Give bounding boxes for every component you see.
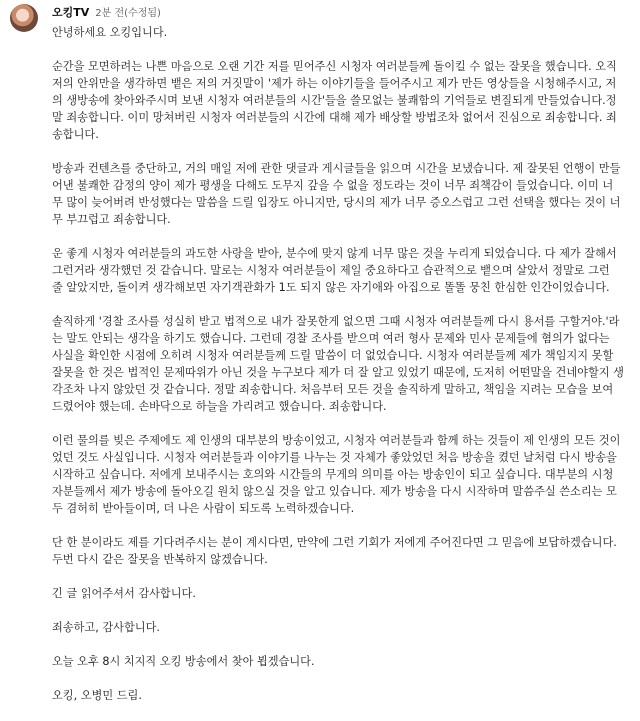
post-paragraph [52,245,620,296]
post-line: 줄 알았지만, 돌이켜 생각해보면 자기객관화가 1도 되지 않은 자기애와 아집으로 똘똘 뭉친 한심한 인간이었습니다. [52,281,610,294]
post-line: 말 죄송합니다. 이미 망쳐버린 시청자 여러분들의 시간에 대해 제가 배상할 방법조차 없어서 진심으로 죄송합니다. 죄 [52,111,617,124]
post-line: 는 말도 안되는 생각을 하기도 했습니다. 그런데 경찰 조사를 받으며 여러 형사 문제와 민사 문제들에 혐의가 없다는 [52,332,610,345]
author-name[interactable]: 오킹TV [52,6,90,19]
post-body [52,24,624,721]
post-line: 순간을 모면하려는 나쁜 마음으로 오랜 기간 저를 믿어주신 시청자 여러분들께 돌이킬 수 없는 잘못을 했습니다. 오직 [52,60,617,73]
post-line: 죄송하고, 감사합니다. [52,621,160,634]
post-line: 솔직하게 '경찰 조사를 성실히 받고 법적으로 내가 잘못한게 없으면 그때 시청자 여러분들께 다시 용서를 구할거야.'라 [52,315,620,328]
post-line: 두번 다시 같은 잘못을 반복하지 않겠습니다. [52,553,268,566]
post-paragraph [52,653,620,670]
post-paragraph [52,24,620,41]
post-paragraph [52,160,620,228]
post-line: 각조차 나지 않았던 것 같습니다. 정말 죄송합니다. 처음부터 모든 것을 솔직하게 말하고, 책임을 지려는 모습을 보여 [52,383,614,396]
post-line: 었던 것도 사실입니다. 시청자 여러분들과 이야기를 나누는 것 자체가 좋았었던 처음 방송을 켰던 날처럼 다시 방송을 [52,451,617,464]
post-line: 시작하고 싶습니다. 저에게 보내주시는 호의와 시간들의 무게의 의미를 아는 방송인이 되고 싶습니다. 대부분의 시청 [52,468,614,481]
post-paragraph [52,687,620,704]
post-timestamp[interactable]: 2분 전(수정됨) [95,8,161,19]
post-paragraph [52,534,620,568]
post-paragraph [52,313,624,415]
post-line: 의 생방송에 찾아와주시며 보낸 시청자 여러분들의 시간'들을 쓸모없는 불쾌함의 기억들로 변질되게 만들었습니다.정 [52,94,617,107]
post-line: 긴 글 읽어주셔서 감사합니다. [52,587,196,600]
post-line: 잘못을 한 것은 법적인 문제따위가 아닌 것을 누구보다 제가 더 잘 알고 있었기 때문에, 도저히 어떤말을 건네야할지 생 [52,366,624,379]
post-line: 무 부끄럽고 죄송합니다. [52,213,171,226]
post-paragraph [52,432,620,517]
post-header [52,4,161,22]
post-line: 오늘 오후 8시 치지직 오킹 방송에서 찾아 뵙겠습니다. [52,655,315,668]
post-line: 이런 물의를 빚은 주제에도 제 인생의 대부분의 방송이었고, 시청자 여러분들과 함께 하는 것들이 제 인생의 모든 것이 [52,434,621,447]
post-paragraph [52,619,620,636]
post-line: 그런거라 생각했던 것 같습니다. 말로는 시청자 여러분들이 제일 중요하다고 습관적으로 뱉으며 살았서 정말로 그런 [52,264,610,277]
avatar[interactable] [10,4,38,32]
post-line: 드렸어야 했는데. 손바닥으로 하늘을 가리려고 했습니다. 죄송합니다. [52,400,387,413]
post-paragraph [52,58,620,143]
post-line: 운 좋게 시청자 여러분들의 과도한 사랑을 받아, 분수에 맞지 않게 너무 많은 것을 누리게 되었습니다. 다 제가 잘해서 [52,247,617,260]
post-line: 저의 안위만을 생각하면 뱉은 저의 거짓말이 '제가 하는 이야기들을 들어주시고 제가 만든 영상들을 시청해주시고, 저 [52,77,617,90]
post-line: 자분들께서 제가 방송에 돌아오길 원치 않으실 것을 알고 있습니다. 제가 방송을 다시 시작하며 말씀주실 쓴소리는 모 [52,485,617,498]
post-line: 오킹, 오병민 드림. [52,689,142,702]
post-paragraph [52,585,620,602]
post-line: 사실을 확인한 시점에 오히려 시청자 여러분들께 드릴 말씀이 더 없었습니다. 시청자 여러분들께 제가 책임지지 못할 [52,349,614,362]
post-line: 방송과 컨텐츠를 중단하고, 거의 매일 저에 관한 댓글과 게시글들을 읽으며 시간을 보냈습니다. 제 잘못된 언행이 만들 [52,162,621,175]
post-line: 단 한 분이라도 제를 기다려주시는 분이 계시다면, 만약에 그런 기회가 저에게 주어진다면 그 믿음에 보답하겠습니다. [52,536,617,549]
post-line: 무 많이 늦어버려 반성했다는 말씀을 드릴 입장도 아니지만, 당시의 제가 너무 증오스럽고 그런 선택을 했다는 것이 너 [52,196,621,209]
post-line: 어낸 불쾌한 감정의 양이 제가 평생을 다해도 도무지 갚을 수 없을 정도라는 것이 너무 죄책감이 들었습니다. 이미 너 [52,179,614,192]
post-line: 두 겸허히 받아들이며, 더 나은 사람이 되도록 노력하겠습니다. [52,502,355,515]
post-line: 안녕하세요 오킹입니다. [52,26,168,39]
post-line: 송합니다. [52,128,99,141]
